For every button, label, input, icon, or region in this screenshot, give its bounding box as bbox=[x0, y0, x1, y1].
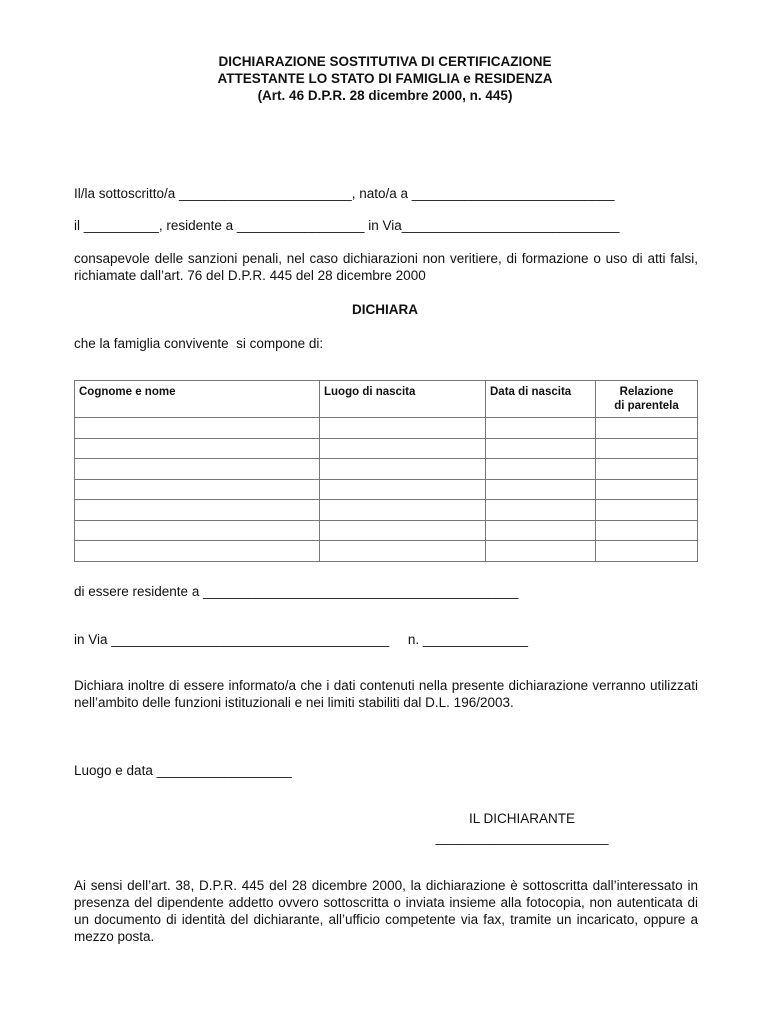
table-cell[interactable] bbox=[320, 541, 486, 562]
table-cell[interactable] bbox=[320, 438, 486, 459]
table-cell[interactable] bbox=[75, 541, 320, 562]
document-title bbox=[0, 53, 770, 104]
table-cell[interactable] bbox=[320, 418, 486, 439]
table-cell[interactable] bbox=[320, 459, 486, 480]
table-cell[interactable] bbox=[486, 541, 596, 562]
residente-line[interactable]: il __________, residente a _________________ in Via_____________________________ bbox=[74, 218, 620, 233]
table-cell[interactable] bbox=[75, 520, 320, 541]
table-cell[interactable] bbox=[486, 459, 596, 480]
table-cell[interactable] bbox=[596, 520, 698, 541]
luogo-data-line[interactable]: Luogo e data __________________ bbox=[74, 763, 292, 778]
sottoscritto-line[interactable]: Il/la sottoscritto/a _______________________, nato/a a ___________________________ bbox=[74, 186, 615, 201]
table-row bbox=[75, 500, 698, 521]
header-relazione-parentela: Relazione di parentela bbox=[596, 381, 698, 418]
consapevole-paragraph: consapevole delle sanzioni penali, nel caso dichiarazioni non veritiere, di formazione o uso di atti falsi, richiamate dall’art. 76 del D.P.R. 445 del 28 dicembre 2000 bbox=[74, 251, 698, 283]
table-cell[interactable] bbox=[320, 520, 486, 541]
informativa-paragraph: Dichiara inoltre di essere informato/a che i dati contenuti nella presente dichiarazione verranno utilizzati nell’ambito delle funzioni istituzionali e nei limiti stabiliti dal D.L. 196/2003. bbox=[74, 678, 698, 710]
table-cell[interactable] bbox=[596, 479, 698, 500]
table-cell[interactable] bbox=[596, 500, 698, 521]
table-cell[interactable] bbox=[486, 520, 596, 541]
table-cell[interactable] bbox=[320, 500, 486, 521]
table-cell[interactable] bbox=[596, 541, 698, 562]
header-luogo-nascita: Luogo di nascita bbox=[320, 381, 486, 418]
table-cell[interactable] bbox=[596, 438, 698, 459]
table-cell[interactable] bbox=[75, 438, 320, 459]
table-cell[interactable] bbox=[596, 459, 698, 480]
table-cell[interactable] bbox=[486, 438, 596, 459]
dichiara-heading: DICHIARA bbox=[352, 302, 418, 317]
title-line-2: ATTESTANTE LO STATO DI FAMIGLIA e RESIDENZA bbox=[217, 71, 553, 86]
table-cell[interactable] bbox=[75, 418, 320, 439]
title-line-1: DICHIARAZIONE SOSTITUTIVA DI CERTIFICAZIONE bbox=[218, 54, 552, 69]
table-cell[interactable] bbox=[486, 479, 596, 500]
family-table bbox=[74, 380, 698, 562]
title-line-3: (Art. 46 D.P.R. 28 dicembre 2000, n. 445) bbox=[257, 88, 513, 103]
table-row bbox=[75, 479, 698, 500]
table-cell[interactable] bbox=[486, 500, 596, 521]
table-row bbox=[75, 418, 698, 439]
nota-paragraph: Ai sensi dell’art. 38, D.P.R. 445 del 28 dicembre 2000, la dichiarazione è sottoscritta dall’interessato in presenza del dipendente addetto ovvero sottoscritta o inviata insieme alla fotocopia, non autenticata di un documento di identità del dichiarante, all’ufficio competente via fax, tramite un incaricato, oppure a mezzo posta. bbox=[74, 878, 698, 944]
residente-a-line[interactable]: di essere residente a __________________________________________ bbox=[74, 584, 519, 599]
table-row bbox=[75, 541, 698, 562]
table-cell[interactable] bbox=[596, 418, 698, 439]
table-cell[interactable] bbox=[486, 418, 596, 439]
signature-line[interactable]: _______________________ bbox=[435, 830, 609, 845]
famiglia-intro: che la famiglia convivente si compone di: bbox=[74, 336, 324, 351]
dichiarante-label: IL DICHIARANTE bbox=[468, 811, 576, 826]
via-numero-line[interactable]: in Via _____________________________________ n. ______________ bbox=[74, 632, 528, 647]
table-header-row bbox=[75, 381, 698, 418]
table-cell[interactable] bbox=[75, 500, 320, 521]
table-row bbox=[75, 520, 698, 541]
header-data-nascita: Data di nascita bbox=[486, 381, 596, 418]
header-cognome-nome: Cognome e nome bbox=[75, 381, 320, 418]
table-row bbox=[75, 459, 698, 480]
table-cell[interactable] bbox=[75, 479, 320, 500]
table-cell[interactable] bbox=[320, 479, 486, 500]
table-cell[interactable] bbox=[75, 459, 320, 480]
table-row bbox=[75, 438, 698, 459]
